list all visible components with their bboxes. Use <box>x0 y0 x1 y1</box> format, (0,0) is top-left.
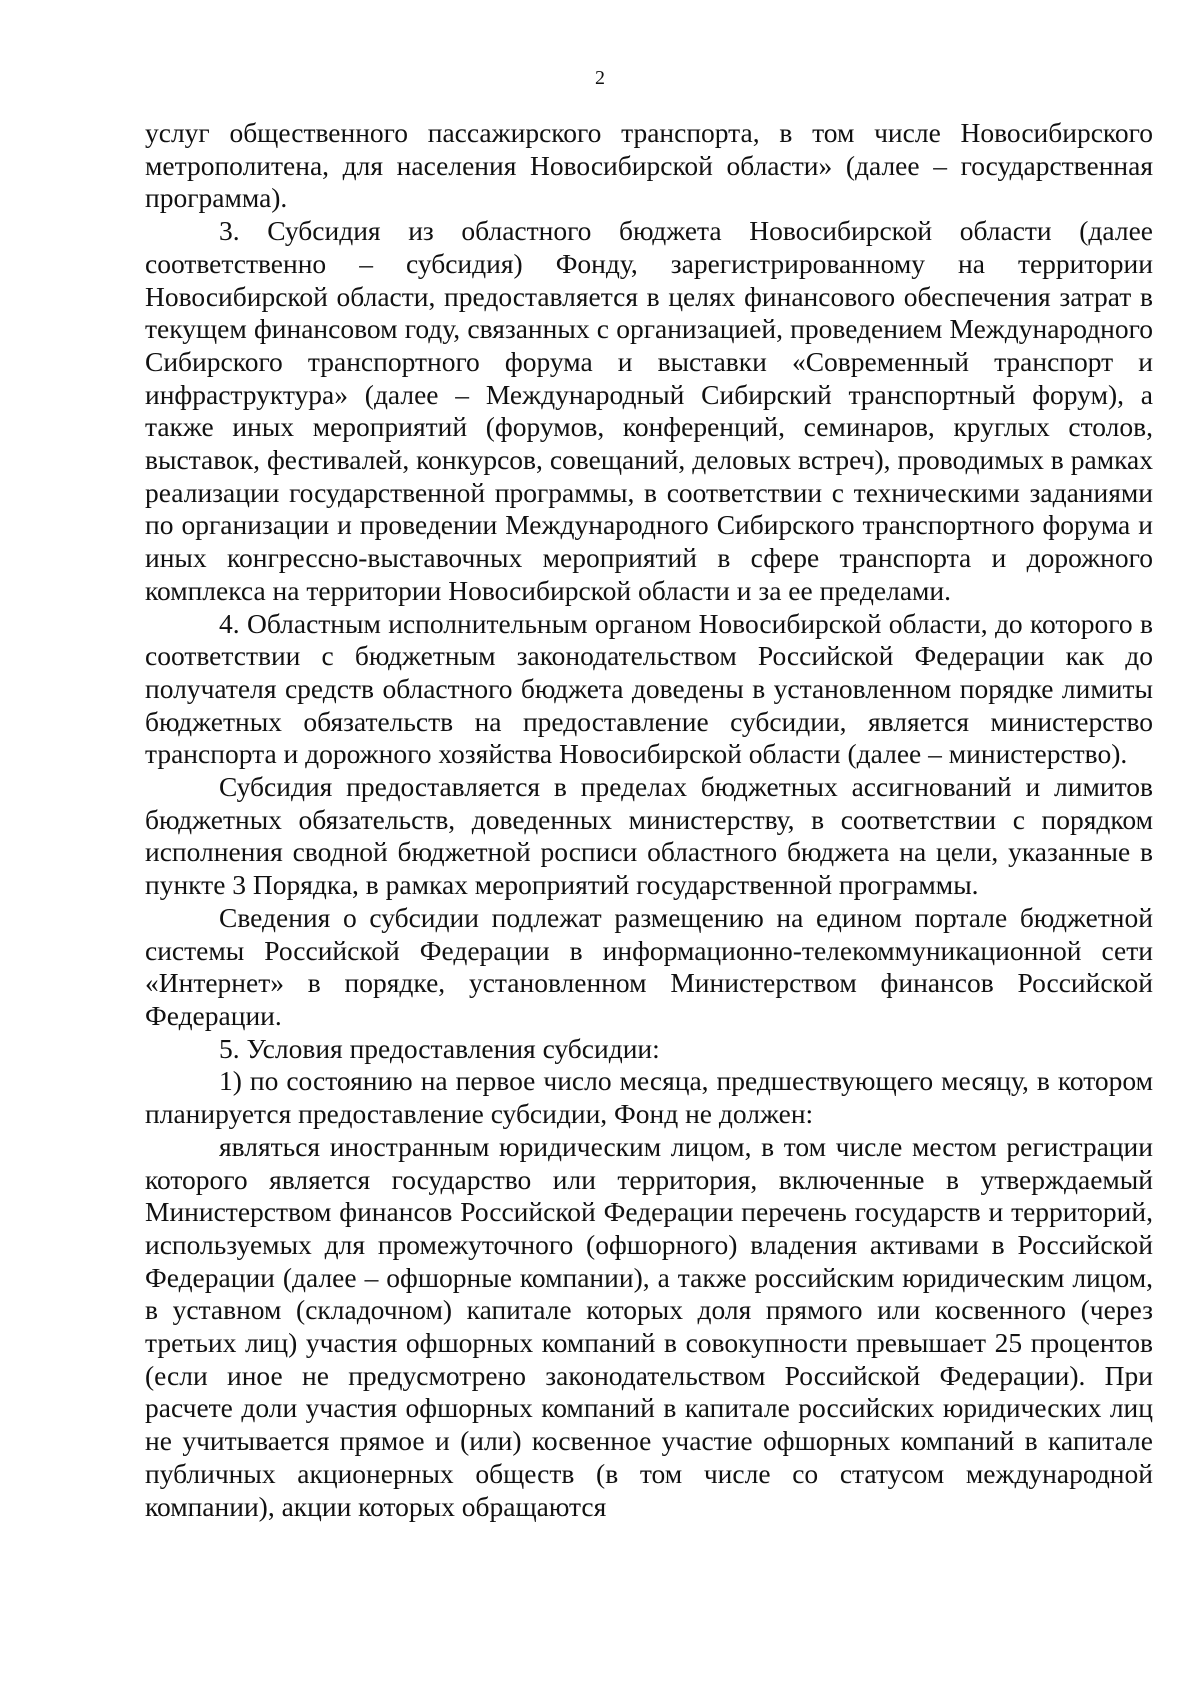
document-body <box>145 117 1153 1523</box>
paragraph-subsidy-info: Сведения о субсидии подлежат размещению на едином портале бюджетной системы Российской Федерации в информационно-телекоммуникационной сети «Интернет» в порядке, установленном Министерством финансов Российской Федерации. <box>145 901 1153 1031</box>
paragraph-continuation: услуг общественного пассажирского транспорта, в том числе Новосибирского метрополитена, для населения Новосибирской области» (далее – государственная программа). <box>145 117 1153 214</box>
paragraph-subsidy-limits: Субсидия предоставляется в пределах бюджетных ассигнований и лимитов бюджетных обязательств, доведенных министерству, в соответствии с порядком исполнения сводной бюджетной росписи областного бюджета на цели, указанные в пункте 3 Порядка, в рамках мероприятий государственной программы. <box>145 771 1153 901</box>
page-number: 2 <box>595 67 605 89</box>
paragraph-item-3: 3. Субсидия из областного бюджета Новосибирской области (далее соответственно – субсидия) Фонду, зарегистрированному на территории Новосибирской области, предоставляется в целях финансового обеспечения затрат в текущем финансовом году, связанных с организацией, проведением Международного Сибирского транспортного форума и выставки «Современный транспорт и инфраструктура» (далее – Международный Сибирский транспортный форум), а также иных мероприятий (форумов, конференций, семинаров, круглых столов, выставок, фестивалей, конкурсов, совещаний, деловых встреч), проводимых в рамках реализации государственной программы, в соответствии с техническими заданиями по организации и проведении Международного Сибирского транспортного форума и иных конгрессно-выставочных мероприятий в сфере транспорта и дорожного комплекса на территории Новосибирской области и за ее пределами. <box>145 215 1153 606</box>
paragraph-item-5: 5. Условия предоставления субсидии: <box>219 1032 660 1064</box>
paragraph-subitem-1: 1) по состоянию на первое число месяца, предшествующего месяцу, в котором планируется предоставление субсидии, Фонд не должен: <box>145 1065 1153 1130</box>
paragraph-item-4: 4. Областным исполнительным органом Новосибирской области, до которого в соответствии с бюджетным законодательством Российской Федерации как до получателя средств областного бюджета доведены в установленном порядке лимиты бюджетных обязательств на предоставление субсидии, является министерство транспорта и дорожного хозяйства Новосибирской области (далее – министерство). <box>145 607 1153 770</box>
paragraph-offshore: являться иностранным юридическим лицом, в том числе местом регистрации которого является государство или территория, включенные в утверждаемый Министерством финансов Российской Федерации перечень государств и территорий, используемых для промежуточного (офшорного) владения активами в Российской Федерации (далее – офшорные компании), а также российским юридическим лицом, в уставном (складочном) капитале которых доля прямого или косвенного (через третьих лиц) участия офшорных компаний в совокупности превышает 25 процентов (если иное не предусмотрено законодательством Российской Федерации). При расчете доли участия офшорных компаний в капитале российских юридических лиц не учитывается прямое и (или) косвенное участие офшорных компаний в капитале публичных акционерных обществ (в том числе со статусом международной компании), акции которых обращаются <box>145 1130 1153 1522</box>
